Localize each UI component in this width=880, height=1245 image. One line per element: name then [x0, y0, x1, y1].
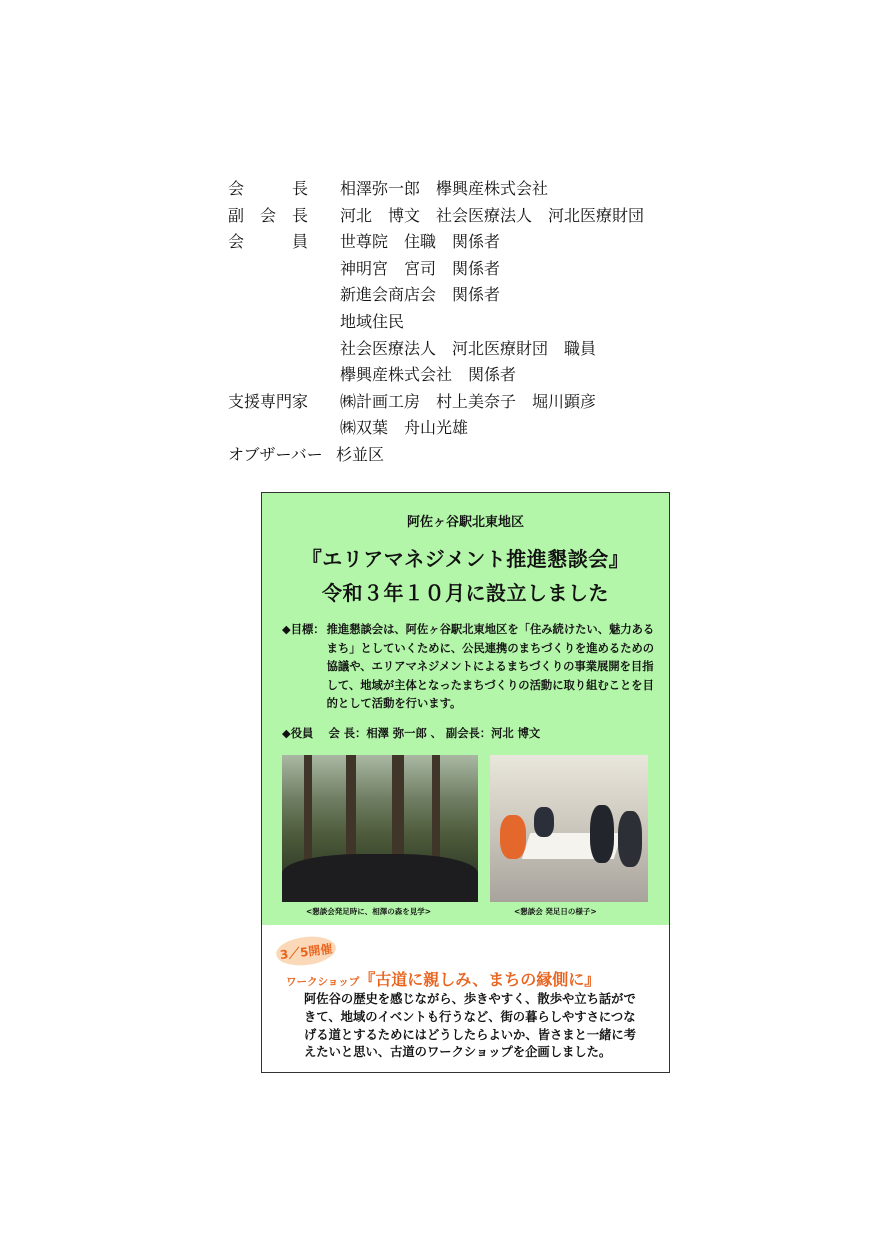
member-value: 神明宮 宮司 関係者 — [340, 258, 501, 278]
date-badge-text: 3／5開催 — [279, 941, 334, 963]
date-badge — [275, 933, 338, 968]
member-value: 相澤弥一郎 欅興産株式会社 — [340, 179, 549, 198]
member-role: オブザーバー — [228, 444, 323, 464]
seated-person — [618, 811, 642, 867]
forest-photo — [282, 755, 478, 902]
member-value: 杉並区 — [336, 444, 385, 464]
seated-person — [500, 815, 526, 859]
member-value: 世尊院 住職 関係者 — [340, 232, 501, 252]
member-value: 地域住民 — [340, 311, 405, 331]
flyer-officers: ◆役員 会 長：相澤 弥一郎 、 副会長：河北 博文 — [282, 727, 541, 740]
flyer-green-panel — [262, 493, 669, 925]
goal-label: ◆目標： — [282, 623, 325, 636]
member-role: 会 長 — [228, 179, 309, 198]
flyer-title-line2: 令和３年１０月に設立しました — [322, 581, 609, 605]
goal-text: 推進懇談会は、阿佐ヶ谷駅北東地区を「住み続けたい、魅力あるまち」としていくために、公民連携のまちづくりを進めるための協議や、エリアマネジメントによるまちづくりの事業展開を目指して、地域が主体となったまちづくりの活動に取り組むことを目的として活動を行います。 — [326, 623, 655, 711]
flyer-title-line1: 『エリアマネジメント推進懇談会』 — [301, 547, 630, 571]
member-value: 河北 博文 社会医療法人 河北医療財団 — [340, 205, 645, 225]
crowd-silhouette — [282, 854, 478, 902]
seated-person — [534, 807, 554, 837]
member-value: 新進会商店会 関係者 — [340, 285, 501, 305]
member-role: 支援専門家 — [228, 391, 309, 411]
workshop-body: 阿佐谷の歴史を感じながら、歩きやすく、散歩や立ち話ができて、地域のイベントも行うなど、街の暮らしやすさにつなげる道とするためにはどうしたらよいか、皆さまと一緒に考えたいと思い、古道のワークショップを企画しました。 — [304, 992, 637, 1060]
member-role: 会 員 — [228, 232, 309, 252]
tree-trunk — [304, 755, 312, 875]
member-value: 社会医療法人 河北医療財団 職員 — [340, 338, 597, 358]
flyer-goal — [282, 621, 662, 721]
meeting-photo — [490, 755, 648, 902]
workshop-label: ワークショップ — [286, 976, 360, 988]
workshop-heading — [286, 967, 600, 990]
member-role: 副 会 長 — [228, 205, 309, 225]
photo-caption-forest: <懇談会発足時に、相澤の森を見学> — [306, 907, 432, 916]
member-value: ㈱計画工房 村上美奈子 堀川顕彦 — [340, 391, 597, 411]
seated-person — [590, 805, 614, 863]
photo-caption-meeting: <懇談会 発足日の様子> — [514, 907, 597, 916]
member-value: 欅興産株式会社 関係者 — [340, 365, 517, 385]
flyer — [261, 492, 670, 1073]
flyer-subtitle: 阿佐ヶ谷駅北東地区 — [406, 515, 524, 530]
workshop-title: 『古道に親しみ、まちの縁側に』 — [359, 970, 601, 989]
member-value: ㈱双葉 舟山光雄 — [340, 418, 469, 438]
